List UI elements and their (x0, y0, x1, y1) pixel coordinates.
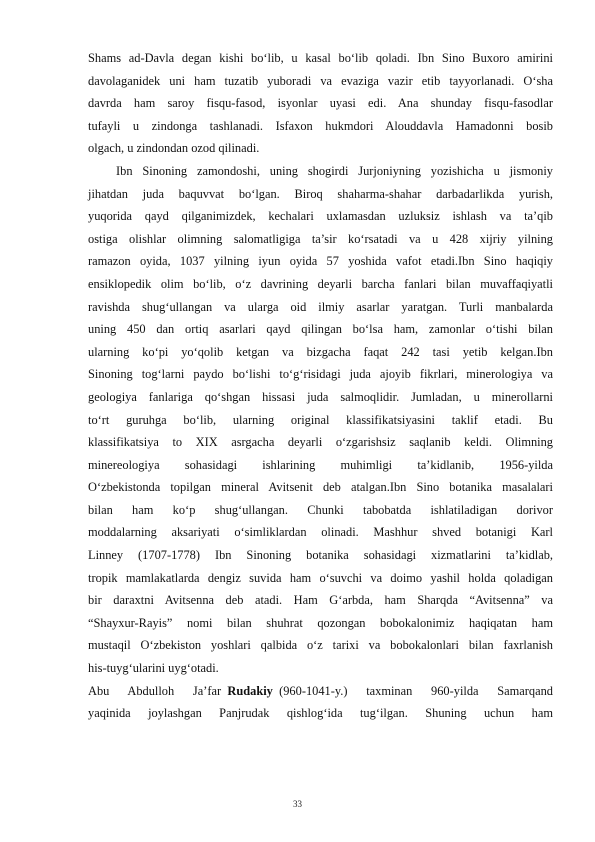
text-line: davrda ham saroy fisqu-fasod, isyonlar uyasi edi. Ana shunday fisqu-fasodlar (88, 96, 553, 111)
text-line: bir daraxtni Avitsenna deb atadi. Ham G‘arbda, ham Sharqda “Avitsenna” va (88, 593, 553, 608)
text-line: moddalarning aksariyati o‘simliklardan olinadi. Mashhur shved botanigi Karl (88, 525, 553, 540)
page-number: 33 (293, 799, 302, 809)
text-line: ramazon oyida, 1037 yilning iyun oyida 57 yoshida vafot etadi.Ibn Sino haqiqiy (88, 254, 553, 269)
paragraph-2 (88, 160, 553, 680)
text-line: olgach, u zindondan ozod qilinadi. (88, 141, 260, 156)
text-line: “Shayxur-Rayis” nomi bilan shuhrat qozongan bobokalonimiz haqiqatan ham (88, 615, 553, 630)
text-line: Sinoning tog‘larni paydo bo‘lishi to‘g‘risidagi juda ajoyib fikrlari, minerologiya va (88, 367, 553, 382)
paragraph-3 (88, 680, 553, 725)
text-line: bilan ham ko‘p shug‘ullangan. Chunki tabobatda ishlatiladigan dorivor (88, 502, 553, 517)
text-line: geologiya fanlariga qo‘shgan hissasi juda salmoqlidir. Jumladan, u minerollarni (88, 389, 553, 404)
bold-name: Rudakiy (227, 683, 273, 698)
text-line: ularning ko‘pi yo‘qolib ketgan va bizgacha faqat 242 tasi yetib kelgan.Ibn (88, 344, 553, 359)
text-line: his-tuyg‘ularini uyg‘otadi. (88, 661, 219, 676)
text-fragment: (960-1041-y.) taxminan 960-yilda Samarqand (272, 683, 554, 698)
text-line: jihatdan juda baquvvat bo‘lgan. Biroq shaharma-shahar darbadarlikda yurish, (88, 186, 553, 201)
text-line: uning 450 dan ortiq asarlari qayd qilingan bo‘lsa ham, zamonlar o‘tishi bilan (88, 322, 553, 337)
text-line: ostiga olishlar olimning salomatligiga ta’sir ko‘rsatadi va u 428 xijriy yilning (88, 231, 553, 246)
text-line: ensiklopedik olim bo‘lib, o‘z davrining deyarli barcha fanlari bilan muvaffaqiyatli (88, 276, 553, 291)
text-line: O‘zbekistonda topilgan mineral Avitsenit deb atalgan.Ibn Sino botanika masalalari (88, 480, 553, 495)
text-line: mustaqil O‘zbekiston yoshlari qalbida o‘z tarixi va bobokalonlari bilan faxrlanish (88, 638, 553, 653)
text-line: Shams ad-Davla degan kishi bo‘lib, u kasal bo‘lib qoladi. Ibn Sino Buxoro amirini (88, 51, 553, 65)
text-line: minereologiya sohasidagi ishlarining muhimligi ta’kidlanib, 1956-yilda (88, 457, 553, 472)
text-line: tufayli u zindonga tashlanadi. Isfaxon hukmdori Alouddavla Hamadonni bosib (88, 118, 553, 133)
text-line: tropik mamlakatlarda dengiz suvida ham o‘suvchi va doimo yashil holda qoladigan (88, 570, 553, 585)
text-line: davolaganidek uni ham tuzatib yuboradi va evaziga vazir etib tayyorlanadi. O‘sha (88, 73, 553, 88)
text-line: Linney (1707-1778) Ibn Sinoning botanika sohasidagi xizmatlarini ta’kidlab, (88, 548, 553, 563)
text-line: yaqinida joylashgan Panjrudak qishlog‘ida tug‘ilgan. Shuning uchun ham (88, 706, 553, 721)
text-line: ravishda shug‘ullangan va ularga oid ilmiy asarlar yaratgan. Turli manbalarda (88, 299, 553, 314)
text-line: klassifikatsiya to XIX asrgacha deyarli o‘zgarishsiz saqlanib keldi. Olimning (88, 435, 553, 450)
document-page (88, 47, 553, 725)
text-fragment: Abu Abdulloh Ja’far (88, 683, 228, 698)
text-line: Ibn Sinoning zamondoshi, uning shogirdi Jurjoniyning yozishicha u jismoniy (116, 163, 553, 178)
text-line: yuqorida qayd qilganimizdek, kechalari uxlamasdan uzluksiz ishlash va ta’qib (88, 209, 553, 224)
text-line (88, 680, 553, 703)
paragraph-1 (88, 47, 553, 160)
text-line: to‘rt guruhga bo‘lib, ularning original klassifikatsiyasini taklif etadi. Bu (88, 412, 553, 427)
